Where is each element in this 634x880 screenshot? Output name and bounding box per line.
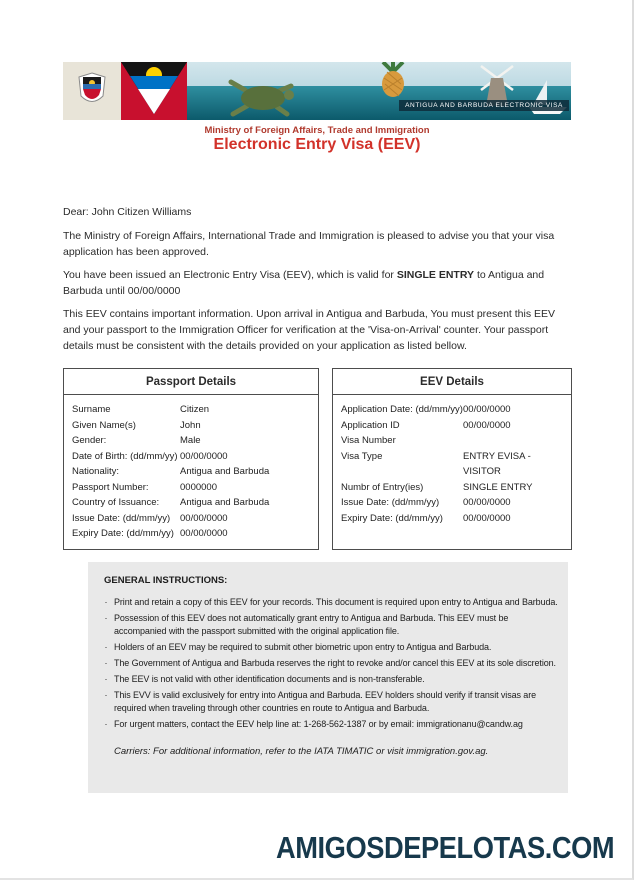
- passport-row-label: Expiry Date: (dd/mm/yy): [72, 528, 174, 539]
- instruction-item: [98, 612, 560, 638]
- eev-row-label: Application ID: [341, 419, 400, 431]
- passport-row-label: Issue Date: (dd/mm/yy): [72, 512, 171, 524]
- instruction-text: For urgent matters, contact the EEV help line at: 1-268-562-1387 or by email: immigrationanu@candw.ag: [114, 719, 523, 729]
- eev-row: [341, 480, 563, 496]
- instruction-item: [98, 689, 560, 715]
- antigua-flag-icon: [121, 62, 187, 120]
- eev-row-label: Numbr of Entry(ies): [341, 481, 424, 493]
- dear-label: Dear:: [63, 206, 89, 218]
- general-instructions-title: GENERAL INSTRUCTIONS:: [104, 575, 228, 586]
- bullet-icon: ·: [104, 674, 108, 684]
- instruction-item: [98, 673, 560, 686]
- eev-row-value: ENTRY EVISA - VISITOR: [463, 450, 531, 477]
- passport-details-box: [63, 368, 319, 550]
- instruction-item: [98, 641, 560, 654]
- passport-row: [72, 418, 310, 434]
- carriers-note: Carriers: For additional information, refer to the IATA TIMATIC or visit immigration.gov.ag.: [114, 746, 489, 757]
- paragraph-approval: The Ministry of Foreign Affairs, International Trade and Immigration is pleased to advise you that your visa application has been approved.: [63, 230, 555, 258]
- passport-row-label: Nationality:: [72, 466, 119, 477]
- passport-row: [72, 402, 310, 418]
- passport-row-value: 00/00/0000: [180, 450, 228, 462]
- passport-row-label: Passport Number:: [72, 481, 149, 493]
- passport-row: [72, 526, 310, 542]
- eev-row-label: Issue Date: (dd/mm/yy): [341, 497, 440, 508]
- validity-suffix: to Antigua and Barbuda until 00/00/0000: [63, 269, 545, 297]
- salutation: [63, 204, 572, 220]
- passport-row-label: Given Name(s): [72, 419, 136, 431]
- passport-details-body: [64, 395, 318, 549]
- instruction-text: Holders of an EEV may be required to submit other biometric upon entry to Antigua and Barbuda.: [114, 642, 492, 652]
- eev-row: [341, 511, 563, 527]
- eev-row-label: Expiry Date: (dd/mm/yy): [341, 512, 443, 524]
- document-title: Electronic Entry Visa (EEV): [213, 136, 421, 153]
- bullet-icon: ·: [104, 642, 108, 652]
- instruction-item: [98, 596, 560, 609]
- banner-label: ANTIGUA AND BARBUDA ELECTRONIC VISA: [399, 100, 569, 111]
- details-section: [63, 368, 572, 550]
- eev-row-value: 00/00/0000: [463, 512, 511, 524]
- passport-row: [72, 433, 310, 449]
- passport-row-value: Male: [180, 435, 201, 446]
- passport-row-label: Surname: [72, 404, 111, 415]
- eev-row-value: SINGLE ENTRY: [463, 481, 533, 493]
- bullet-icon: ·: [104, 613, 108, 623]
- instruction-text: The Government of Antigua and Barbuda reserves the right to revoke and/or cancel this EEV at its sole discretion.: [114, 658, 556, 668]
- passport-details-title: Passport Details: [64, 369, 318, 395]
- eev-row-label: Visa Number: [341, 435, 396, 446]
- instruction-text: The EEV is not valid with other identification documents and is non-transferable.: [114, 674, 425, 684]
- eev-row-value: [463, 433, 563, 449]
- paragraph-arrival-info: This EEV contains important information. Upon arrival in Antigua and Barbuda, You must present this EEV and your passport to the Immigration Officer for verification at the 'Visa-on-Arrival' counter. Your passport details must be consistent with the details provided on your application as listed bellow.: [63, 308, 556, 352]
- eev-row-label: Application Date: (dd/mm/yy): [341, 404, 463, 415]
- passport-row-value: Citizen: [180, 404, 210, 415]
- eev-row: [341, 418, 563, 434]
- passport-row-label: Date of Birth: (dd/mm/yy): [72, 450, 178, 462]
- passport-row-value: 0000000: [180, 481, 217, 493]
- eev-row: [341, 433, 563, 449]
- passport-row: [72, 464, 310, 480]
- eev-row: [341, 495, 563, 511]
- eev-row: [341, 449, 563, 480]
- passport-row: [72, 511, 310, 527]
- passport-row-value: 00/00/0000: [180, 528, 228, 539]
- eev-details-title: EEV Details: [333, 369, 571, 395]
- eev-row-value: 00/00/0000: [463, 497, 511, 508]
- watermark-text: AMIGOSDEPELOTAS.COM: [276, 830, 615, 865]
- eev-row-value: 00/00/0000: [463, 419, 511, 431]
- ministry-line: Ministry of Foreign Affairs, Trade and Immigration: [204, 125, 430, 136]
- passport-row-label: Country of Issuance:: [72, 497, 160, 508]
- recipient-name: John Citizen Williams: [91, 206, 192, 218]
- instruction-text: Possession of this EEV does not automatically grant entry to Antigua and Barbuda. This EEV must be accompanied with the passport submitted with the original application file.: [114, 613, 509, 636]
- coat-of-arms-icon: [79, 73, 105, 102]
- banner-collage: [63, 62, 571, 120]
- validity-entry-type: SINGLE ENTRY: [396, 269, 475, 281]
- bullet-icon: ·: [104, 597, 108, 607]
- passport-row: [72, 449, 310, 465]
- passport-row: [72, 495, 310, 511]
- instruction-text: This EVV is valid exclusively for entry into Antigua and Barbuda. EEV holders should verify if transit visas are required when traveling through other countries en route to Antigua and Barbuda.: [114, 690, 537, 713]
- header-banner-image: [63, 62, 571, 120]
- instruction-text: Print and retain a copy of this EEV for your records. This document is required upon entry to Antigua and Barbuda.: [114, 597, 558, 607]
- instruction-item: [98, 657, 560, 670]
- passport-row-value: John: [180, 419, 201, 431]
- validity-prefix: You have been issued an Electronic Entry Visa (EEV), which is valid for: [63, 269, 397, 281]
- passport-row-value: Antigua and Barbuda: [180, 497, 270, 508]
- passport-row-value: Antigua and Barbuda: [180, 466, 270, 477]
- passport-row-label: Gender:: [72, 435, 107, 446]
- passport-row-value: 00/00/0000: [180, 512, 228, 524]
- paragraph-validity: [63, 267, 572, 299]
- general-instructions-box: [88, 562, 568, 793]
- bullet-icon: ·: [104, 719, 108, 729]
- passport-row: [72, 480, 310, 496]
- eev-row-value: 00/00/0000: [463, 404, 511, 415]
- bullet-icon: ·: [104, 690, 108, 700]
- instruction-item: [98, 718, 560, 731]
- bullet-icon: ·: [104, 658, 108, 668]
- eev-row: [341, 402, 563, 418]
- eev-row-label: Visa Type: [341, 450, 383, 462]
- eev-details-box: [332, 368, 572, 550]
- eev-details-body: [333, 395, 571, 533]
